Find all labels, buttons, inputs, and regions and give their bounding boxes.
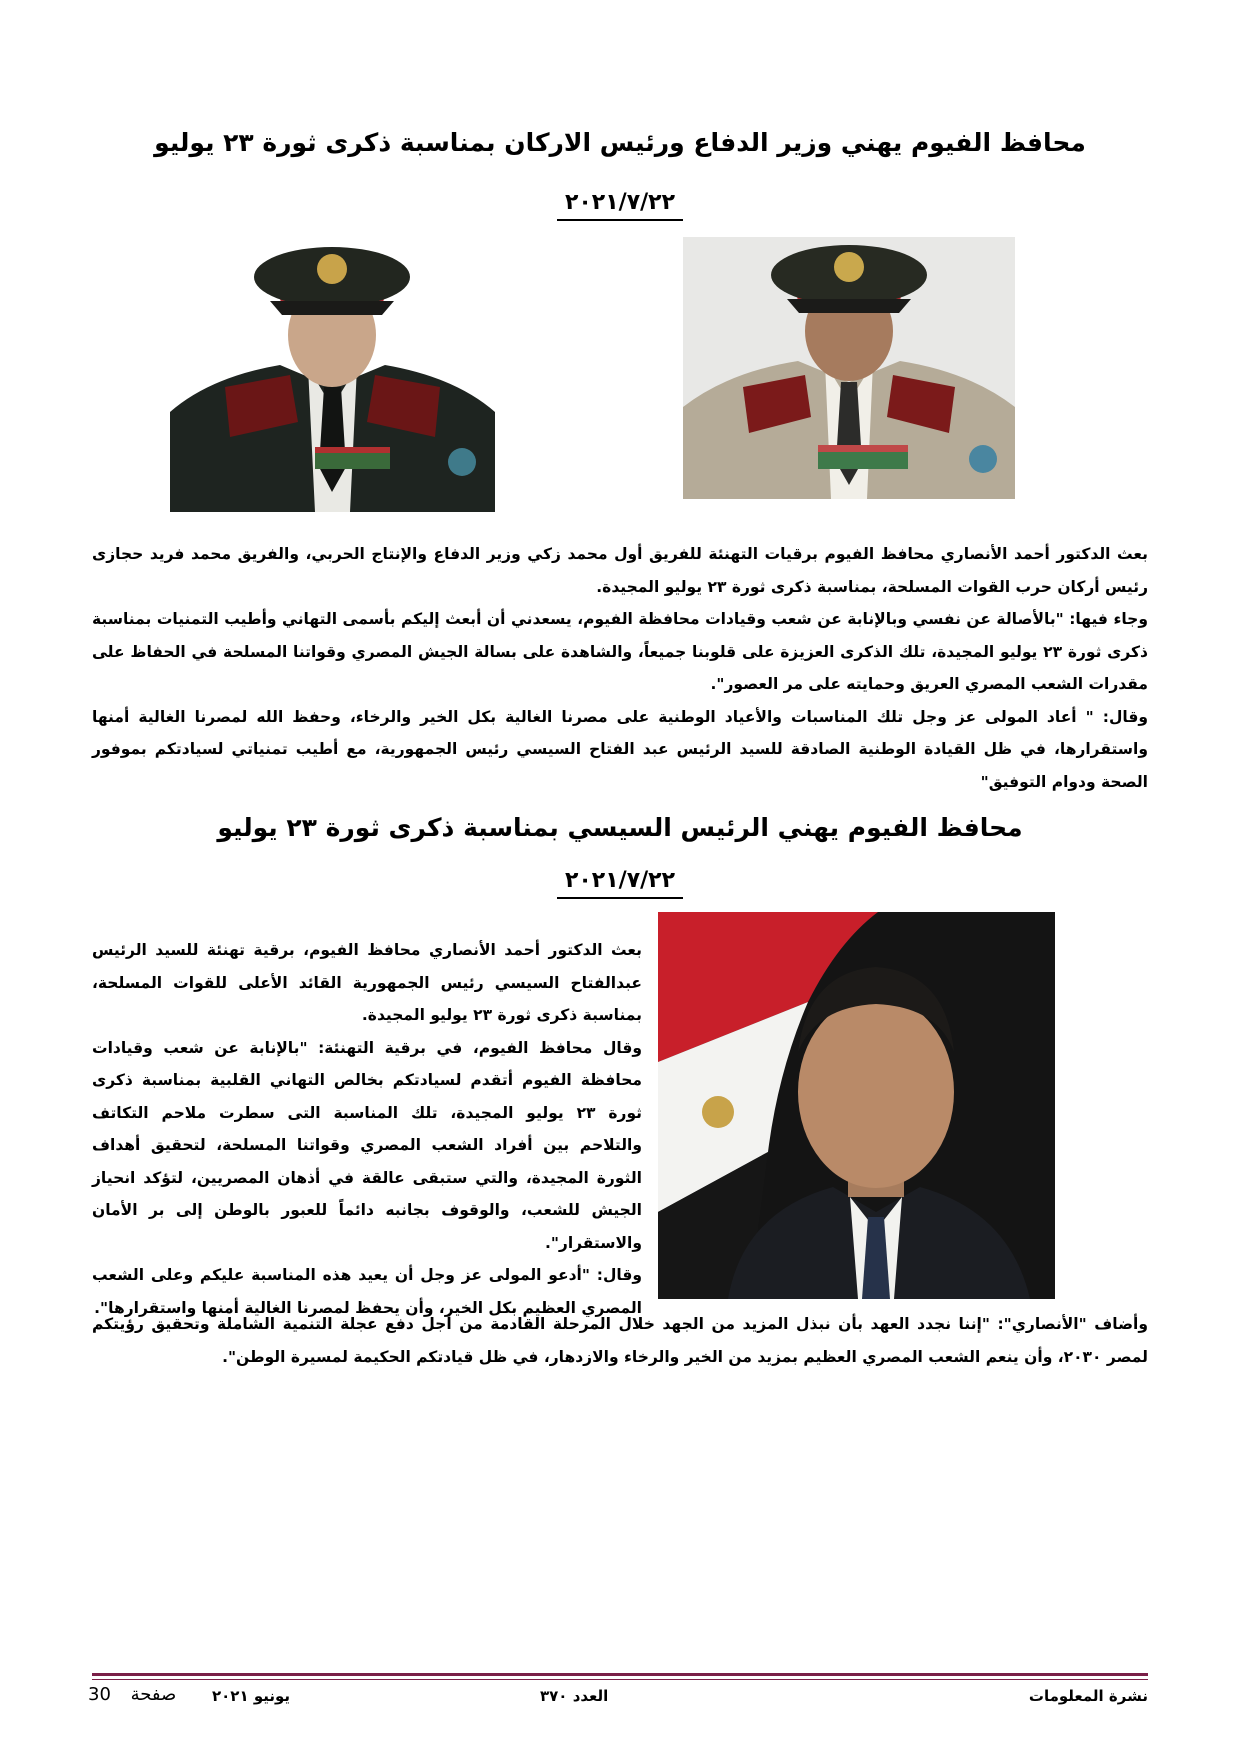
footer-rule-thin xyxy=(92,1679,1148,1680)
president-photo xyxy=(658,912,1055,1299)
article1-date-text: ٢٠٢١/٧/٢٢ xyxy=(557,190,683,221)
article2-paragraph: بعث الدكتور أحمد الأنصاري محافظ الفيوم، برقية تهنئة للسيد الرئيس عبدالفتاح السيسي رئيس الجمهورية القائد الأعلى للقوات المسلحة، بمناسبة ذكرى ثورة ٢٣ يوليو المجيدة. xyxy=(92,941,642,1024)
footer-month: يونيو ٢٠٢١ xyxy=(212,1687,291,1705)
defense-minister-photo xyxy=(683,237,1015,499)
article2-date xyxy=(520,868,720,893)
footer-issue: العدد ٣٧٠ xyxy=(540,1687,609,1705)
footer-publication: نشرة المعلومات xyxy=(1028,1687,1148,1705)
footer-page-label: صفحة xyxy=(130,1684,177,1705)
footer-page xyxy=(88,1684,176,1705)
article1-date xyxy=(520,190,720,215)
article2-date-text: ٢٠٢١/٧/٢٢ xyxy=(557,868,683,899)
article2-paragraph: وقال محافظ الفيوم، في برقية التهنئة: "بالإنابة عن شعب وقيادات محافظة الفيوم أتقدم لسيادتكم بخالص التهاني القلبية بمناسبة ذكرى ثورة ٢٣ يوليو المجيدة، تلك المناسبة التى سطرت ملاحم التكاتف والتلاحم بين أفراد الشعب المصري وقواتنا المسلحة، لتحقيق أهداف الثورة المجيدة، والتي ستبقى عالقة في أذهان المصريين، لتؤكد انحياز الجيش للشعب، والوقوف بجانبه دائماً للعبور بالوطن إلى بر الأمان والاستقرار". xyxy=(92,1038,642,1252)
article2-paragraph-full: وأضاف "الأنصاري": "إننا نجدد العهد بأن نبذل المزيد من الجهد خلال المرحلة القادمة من أجل دفع عجلة التنمية الشاملة وتحقيق رؤيتكم لمصر ٢٠٣٠، وأن ينعم الشعب المصري العظيم بمزيد من الخير والرخاء والازدهار، في ظل قيادتكم الحكيمة لمسيرة الوطن". xyxy=(92,1315,1148,1366)
article1-body xyxy=(92,538,1148,798)
article1-paragraph: وقال: " أعاد المولى عز وجل تلك المناسبات والأعياد الوطنية على مصرنا الغالية بكل الخير والرخاء، وحفظ الله لمصرنا الغالية أمنها واستقرارها، في ظل القيادة الوطنية الصادقة للسيد الرئيس عبد الفتاح السيسي رئيس الجمهورية، مع أطيب تمنياتي لسيادتكم بموفور الصحة ودوام التوفيق" xyxy=(92,707,1148,791)
footer-page-number: 30 xyxy=(88,1684,111,1705)
article2-body-beside-photo xyxy=(92,934,642,1324)
article2-title: محافظ الفيوم يهني الرئيس السيسي بمناسبة ذكرى ثورة ٢٣ يوليو xyxy=(217,813,1023,842)
article1-paragraph: بعث الدكتور أحمد الأنصاري محافظ الفيوم برقيات التهنئة للفريق أول محمد زكي وزير الدفاع والإنتاج الحربي، والفريق محمد فريد حجازى رئيس أركان حرب القوات المسلحة، بمناسبة ذكرى ثورة ٢٣ يوليو المجيدة. xyxy=(92,545,1148,596)
article1-paragraph: وجاء فيها: "بالأصالة عن نفسي وبالإنابة عن شعب وقيادات محافظة الفيوم، يسعدني أن أبعث إليكم بأسمى التهاني وأطيب التمنيات بمناسبة ذكرى ثورة ٢٣ يوليو المجيدة، تلك الذكرى العزيزة على قلوبنا جميعاً، والشاهدة على بسالة الجيش المصري وقواتنا المسلحة في الحفاظ على مقدرات الشعب المصري العريق وحمايته على مر العصور". xyxy=(92,610,1148,693)
article2-paragraph: وقال: "أدعو المولى عز وجل أن يعيد هذه المناسبة عليكم وعلى الشعب المصري العظيم بكل الخير، وأن يحفظ لمصرنا الغالية أمنها واستقرارها". xyxy=(92,1266,642,1317)
article1-title: محافظ الفيوم يهني وزير الدفاع ورئيس الاركان بمناسبة ذكرى ثورة ٢٣ يوليو xyxy=(154,128,1086,157)
footer-rule xyxy=(92,1673,1148,1676)
chief-of-staff-photo xyxy=(170,237,495,512)
